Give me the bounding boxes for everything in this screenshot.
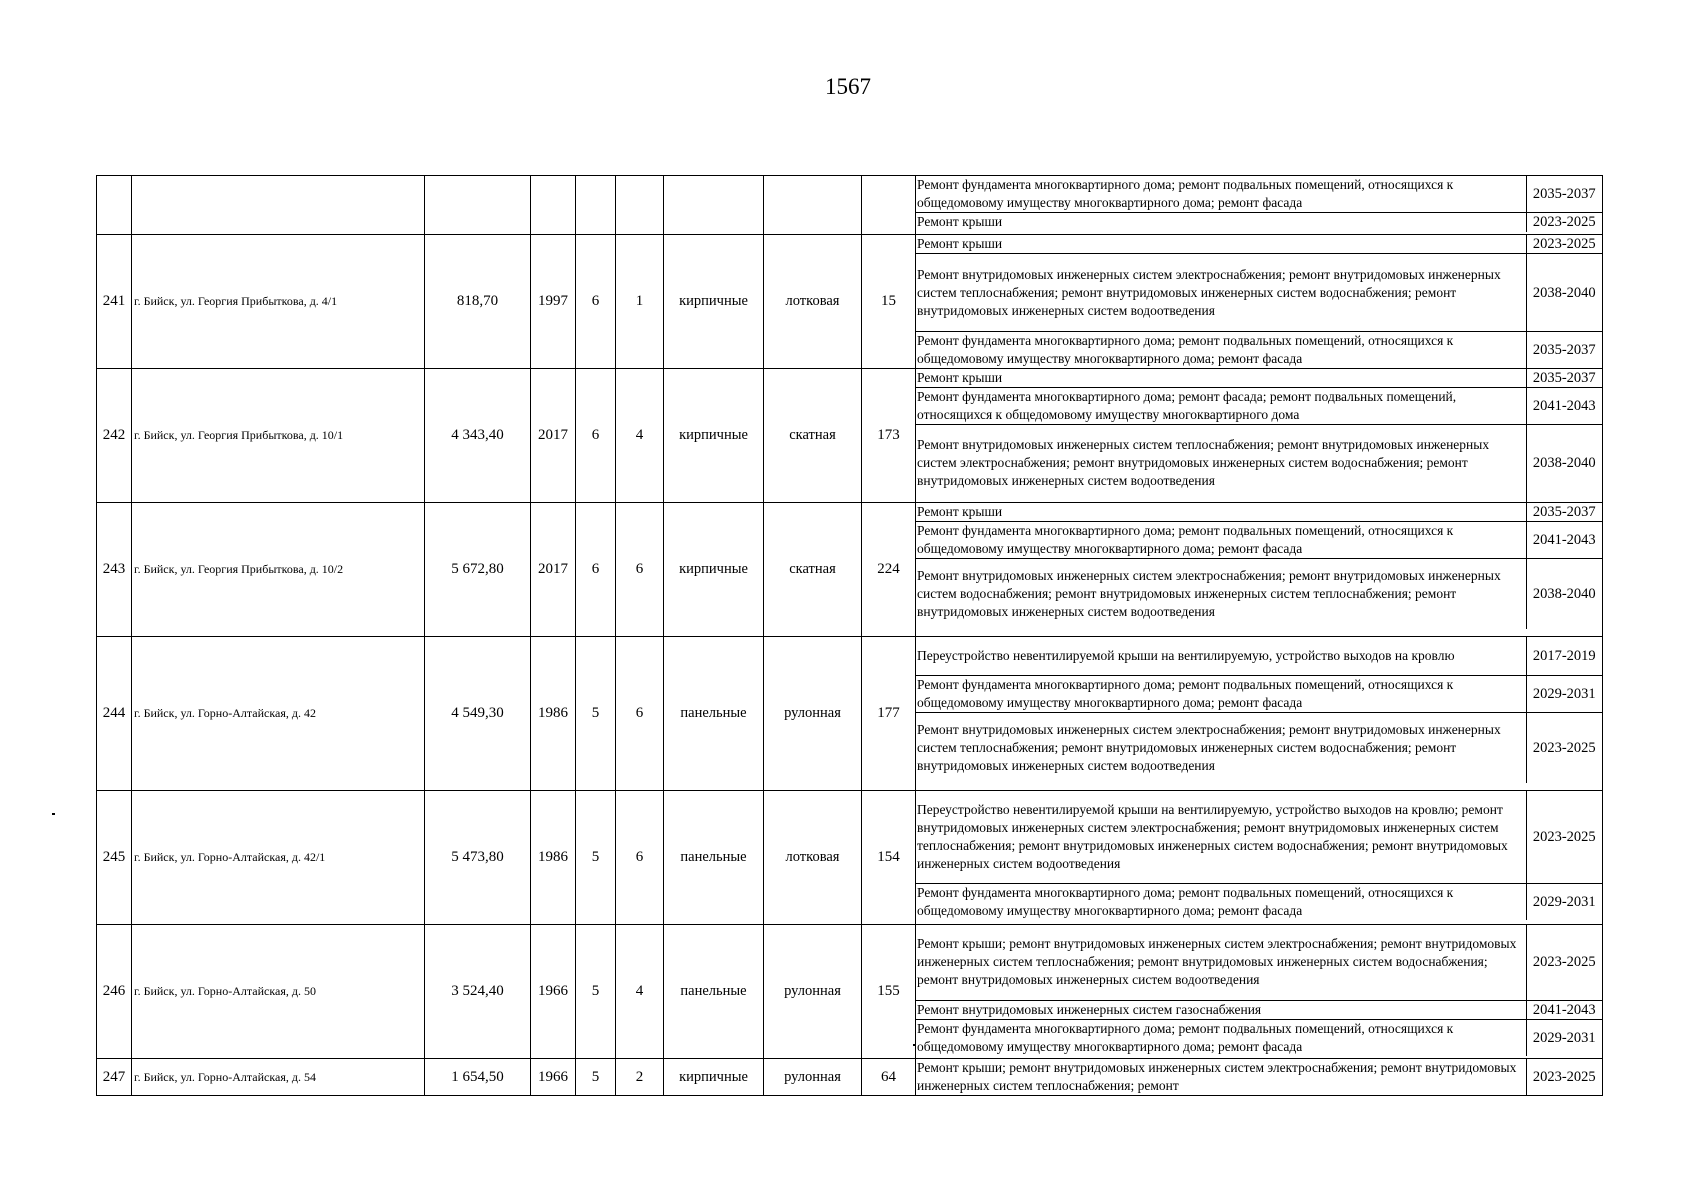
work-description: Ремонт фундамента многоквартирного дома; ремонт подвальных помещений, относящихся к общедомовому имуществу многоквартирного дома; ремонт фасада (916, 176, 1526, 213)
address-cell: г. Бийск, ул. Горно-Алтайская, д. 42/1 (132, 791, 425, 925)
wall-material-cell: кирпичные (664, 1059, 764, 1096)
wall-material-cell: кирпичные (664, 503, 764, 637)
year-cell: 1986 (531, 791, 576, 925)
work-period: 2029-2031 (1526, 675, 1602, 712)
wall-material-cell: панельные (664, 791, 764, 925)
house-row (97, 925, 1603, 1059)
work-item (916, 388, 1602, 425)
empty-cell (862, 176, 916, 235)
work-description: Ремонт фундамента многоквартирного дома; ремонт подвальных помещений, относящихся к общедомовому имуществу многоквартирного дома; ремонт фасада (917, 1020, 1454, 1054)
row-number: 245 (97, 791, 132, 925)
wall-material-cell: панельные (664, 637, 764, 791)
work-period: 2023-2025 (1526, 235, 1602, 254)
house-row (97, 1059, 1603, 1096)
work-period: 2038-2040 (1526, 254, 1602, 332)
works-list (916, 925, 1602, 1056)
entrances-cell: 4 (616, 369, 664, 503)
floors-cell: 6 (576, 503, 616, 637)
area-cell: 5 672,80 (425, 503, 531, 637)
work-period: 2023-2025 (1526, 213, 1602, 232)
area-cell: 3 524,40 (425, 925, 531, 1059)
entrances-cell: 1 (616, 235, 664, 369)
empty-cell (531, 176, 576, 235)
empty-cell (616, 176, 664, 235)
works-list (916, 176, 1602, 232)
works-cell (916, 369, 1603, 503)
repair-schedule-table (96, 175, 1603, 1096)
wall-material-cell: кирпичные (664, 369, 764, 503)
work-description: Ремонт внутридомовых инженерных систем газоснабжения (916, 1000, 1526, 1019)
entrances-cell: 6 (616, 791, 664, 925)
work-period: 2035-2037 (1526, 176, 1602, 213)
residents-cell: 154 (862, 791, 916, 925)
wall-material-cell: панельные (664, 925, 764, 1059)
entrances-cell: 4 (616, 925, 664, 1059)
work-period: 2023-2025 (1526, 925, 1602, 1000)
empty-cell (132, 176, 425, 235)
works-cell (916, 235, 1603, 369)
work-description: Ремонт фундамента многоквартирного дома; ремонт подвальных помещений, относящихся к общедомовому имуществу многоквартирного дома; ремонт фасада (917, 884, 1454, 918)
floors-cell: 6 (576, 235, 616, 369)
house-row (97, 235, 1603, 369)
area-cell: 1 654,50 (425, 1059, 531, 1096)
year-cell: 1986 (531, 637, 576, 791)
work-item (916, 176, 1602, 213)
roof-type-cell: лотковая (764, 791, 862, 925)
works-cell (916, 176, 1603, 235)
work-description: Переустройство невентилируемой крыши на вентилируемую, устройство выходов на кровлю (916, 637, 1526, 675)
address-cell: г. Бийск, ул. Горно-Алтайская, д. 42 (132, 637, 425, 791)
floors-cell: 5 (576, 1059, 616, 1096)
continuation-row (97, 176, 1603, 235)
work-description: Ремонт внутридомовых инженерных систем электроснабжения; ремонт внутридомовых инженерных систем теплоснабжения; ремонт внутридомовых инженерных систем водоснабжения; ремонт внутридомовых инженерных систем водоотведения (916, 254, 1526, 332)
year-cell: 1966 (531, 925, 576, 1059)
work-description: Ремонт фундамента многоквартирного дома; ремонт подвальных помещений, относящихся к общедомовому имуществу многоквартирного дома; ремонт фасада (916, 522, 1526, 559)
residents-cell: 64 (862, 1059, 916, 1096)
area-cell: 4 549,30 (425, 637, 531, 791)
floors-cell: 6 (576, 369, 616, 503)
house-row (97, 369, 1603, 503)
work-item (916, 254, 1602, 332)
work-description: Переустройство невентилируемой крыши на вентилируемую, устройство выходов на кровлю; ремонт внутридомовых инженерных систем электроснабжения; ремонт внутридомовых инженерных систем теплоснабжения; ремонт внутридомовых инженерных систем водоснабжения; ремонт внутридомовых инженерных систем водоотведения (916, 791, 1526, 883)
row-number: 246 (97, 925, 132, 1059)
works-list (916, 369, 1602, 502)
work-description: Ремонт крыши (916, 369, 1526, 388)
works-list (916, 1059, 1602, 1095)
work-description: Ремонт внутридомовых инженерных систем электроснабжения; ремонт внутридомовых инженерных систем теплоснабжения; ремонт внутридомовых инженерных систем водоснабжения; ремонт внутридомовых инженерных систем водоотведения (917, 721, 1501, 773)
address-cell: г. Бийск, ул. Георгия Прибыткова, д. 10/2 (132, 503, 425, 637)
work-description: Ремонт крыши (916, 235, 1526, 254)
works-list (916, 637, 1602, 783)
work-item (916, 369, 1602, 388)
work-item (916, 637, 1602, 675)
work-item (916, 883, 1602, 920)
row-number: 244 (97, 637, 132, 791)
work-item (916, 425, 1602, 502)
house-row (97, 503, 1603, 637)
wall-material-cell: кирпичные (664, 235, 764, 369)
work-description: Ремонт крыши (916, 503, 1526, 522)
address-cell: г. Бийск, ул. Георгия Прибыткова, д. 10/1 (132, 369, 425, 503)
empty-cell (576, 176, 616, 235)
empty-cell (764, 176, 862, 235)
floors-cell: 5 (576, 791, 616, 925)
roof-type-cell: рулонная (764, 637, 862, 791)
work-description: Ремонт внутридомовых инженерных систем теплоснабжения; ремонт внутридомовых инженерных систем электроснабжения; ремонт внутридомовых инженерных систем водоснабжения; ремонт внутридомовых инженерных систем водоотведения (917, 437, 1490, 489)
year-cell: 1966 (531, 1059, 576, 1096)
entrances-cell: 6 (616, 637, 664, 791)
area-cell: 818,70 (425, 235, 531, 369)
area-cell: 5 473,80 (425, 791, 531, 925)
address-cell: г. Бийск, ул. Горно-Алтайская, д. 54 (132, 1059, 425, 1096)
row-number: 241 (97, 235, 132, 369)
work-period: 2023-2025 (1526, 791, 1602, 883)
empty-cell (425, 176, 531, 235)
area-cell: 4 343,40 (425, 369, 531, 503)
work-period: 2029-2031 (1526, 1019, 1602, 1056)
works-cell (916, 925, 1603, 1059)
year-cell: 2017 (531, 369, 576, 503)
scan-speck (52, 813, 55, 815)
work-description: Ремонт фундамента многоквартирного дома; ремонт фасада; ремонт подвальных помещений, относящихся к общедомовому имуществу многоквартирного дома (916, 388, 1526, 425)
floors-cell: 5 (576, 925, 616, 1059)
work-item (916, 503, 1602, 522)
work-description: Ремонт внутридомовых инженерных систем электроснабжения; ремонт внутридомовых инженерных систем водоснабжения; ремонт внутридомовых инженерных систем теплоснабжения; ремонт внутридомовых инженерных систем водоотведения (917, 567, 1501, 619)
work-description: Ремонт фундамента многоквартирного дома; ремонт подвальных помещений, относящихся к общедомовому имуществу многоквартирного дома; ремонт фасада (916, 675, 1526, 712)
address-cell: г. Бийск, ул. Горно-Алтайская, д. 50 (132, 925, 425, 1059)
empty-cell (97, 176, 132, 235)
house-row (97, 637, 1603, 791)
residents-cell: 155 (862, 925, 916, 1059)
work-period: 2038-2040 (1526, 425, 1602, 502)
work-period: 2023-2025 (1526, 712, 1602, 783)
work-item (916, 522, 1602, 559)
works-cell (916, 637, 1603, 791)
roof-type-cell: рулонная (764, 925, 862, 1059)
work-item (916, 213, 1602, 232)
work-item (916, 1059, 1602, 1095)
year-cell: 2017 (531, 503, 576, 637)
residents-cell: 177 (862, 637, 916, 791)
roof-type-cell: рулонная (764, 1059, 862, 1096)
work-description: Ремонт фундамента многоквартирного дома; ремонт подвальных помещений, относящихся к общедомовому имуществу многоквартирного дома; ремонт фасада (917, 333, 1454, 366)
row-number: 247 (97, 1059, 132, 1096)
work-item (916, 791, 1602, 883)
work-item (916, 235, 1602, 254)
work-period: 2041-2043 (1526, 388, 1602, 425)
entrances-cell: 2 (616, 1059, 664, 1096)
works-cell (916, 503, 1603, 637)
work-item (916, 712, 1602, 783)
work-description: Ремонт крыши; ремонт внутридомовых инженерных систем электроснабжения; ремонт внутридомовых инженерных систем теплоснабжения; ремонт (917, 1060, 1517, 1093)
work-item (916, 332, 1602, 369)
works-cell (916, 791, 1603, 925)
work-description: Ремонт крыши (917, 214, 1003, 230)
work-description: Ремонт крыши; ремонт внутридомовых инженерных систем электроснабжения; ремонт внутридомовых инженерных систем теплоснабжения; ремонт внутридомовых инженерных систем водоснабжения; ремонт внутридомовых инженерных систем водоотведения (916, 925, 1526, 1000)
work-period: 2041-2043 (1526, 522, 1602, 559)
house-row (97, 791, 1603, 925)
work-period: 2035-2037 (1526, 332, 1602, 369)
year-cell: 1997 (531, 235, 576, 369)
work-item (916, 675, 1602, 712)
work-period: 2038-2040 (1526, 559, 1602, 629)
work-period: 2035-2037 (1526, 503, 1602, 522)
works-cell (916, 1059, 1603, 1096)
works-list (916, 503, 1602, 629)
row-number: 242 (97, 369, 132, 503)
residents-cell: 224 (862, 503, 916, 637)
work-period: 2023-2025 (1526, 1059, 1602, 1095)
work-item (916, 1000, 1602, 1019)
residents-cell: 173 (862, 369, 916, 503)
empty-cell (664, 176, 764, 235)
roof-type-cell: скатная (764, 369, 862, 503)
work-period: 2017-2019 (1526, 637, 1602, 675)
entrances-cell: 6 (616, 503, 664, 637)
works-list (916, 235, 1602, 368)
row-number: 243 (97, 503, 132, 637)
work-item (916, 1019, 1602, 1056)
work-item (916, 925, 1602, 1000)
work-period: 2035-2037 (1526, 369, 1602, 388)
address-cell: г. Бийск, ул. Георгия Прибыткова, д. 4/1 (132, 235, 425, 369)
page-number: 1567 (825, 74, 871, 99)
scan-speck (913, 1044, 916, 1046)
work-period: 2041-2043 (1526, 1000, 1602, 1019)
roof-type-cell: лотковая (764, 235, 862, 369)
works-list (916, 791, 1602, 920)
residents-cell: 15 (862, 235, 916, 369)
roof-type-cell: скатная (764, 503, 862, 637)
work-period: 2029-2031 (1526, 883, 1602, 920)
floors-cell: 5 (576, 637, 616, 791)
work-item (916, 559, 1602, 629)
